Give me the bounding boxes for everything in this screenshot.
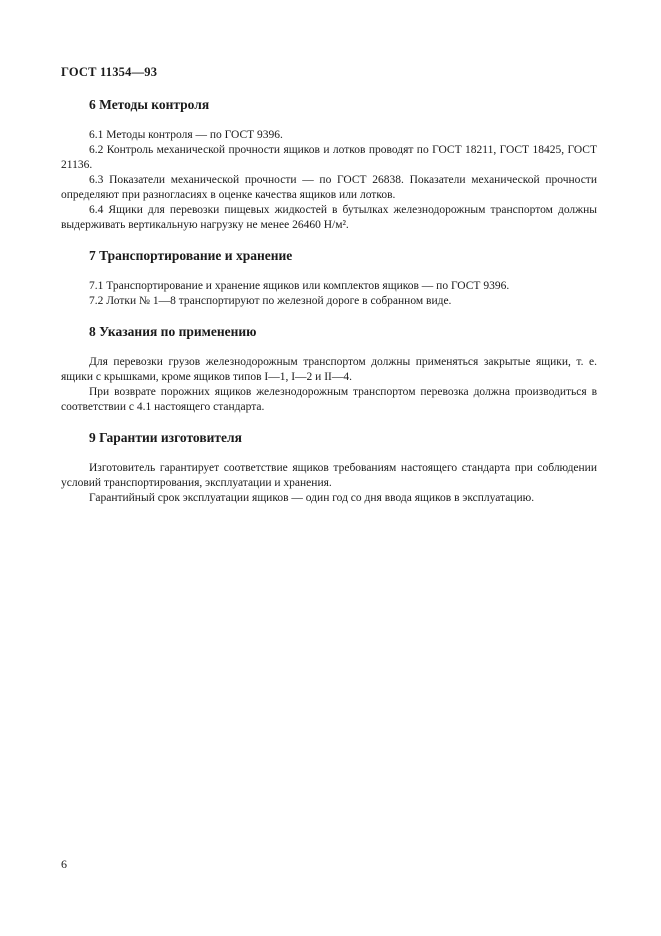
section-7 xyxy=(61,247,597,309)
paragraph: Гарантийный срок эксплуатации ящиков — один год со дня ввода ящиков в эксплуатацию. xyxy=(89,492,535,504)
section-title: 6 Методы контроля xyxy=(89,97,210,112)
document-header: ГОСТ 11354—93 xyxy=(61,65,158,79)
section-title: 8 Указания по применению xyxy=(89,324,257,339)
paragraph: Изготовитель гарантирует соответствие ящиков требованиям настоящего стандарта при соблюдении условий транспортирования, эксплуатации и хранения. xyxy=(61,462,597,489)
section-8 xyxy=(61,323,597,415)
section-9 xyxy=(61,429,597,506)
section-title: 7 Транспортирование и хранение xyxy=(89,248,293,263)
paragraph: При возврате порожних ящиков железнодорожным транспортом перевозка должна производиться в соответствии с 4.1 настоящего стандарта. xyxy=(61,386,597,413)
paragraph: Для перевозки грузов железнодорожным транспортом должны применяться закрытые ящики, т. е. ящики с крышками, кроме ящиков типов I—1, I—2 и II—4. xyxy=(61,356,597,383)
section-6 xyxy=(61,96,597,233)
paragraph: 6.2 Контроль механической прочности ящиков и лотков проводят по ГОСТ 18211, ГОСТ 18425, ГОСТ 21136. xyxy=(61,144,597,171)
paragraph: 6.1 Методы контроля — по ГОСТ 9396. xyxy=(89,129,283,141)
document-body xyxy=(61,96,597,520)
section-title: 9 Гарантии изготовителя xyxy=(89,430,242,445)
paragraph: 6.3 Показатели механической прочности — по ГОСТ 26838. Показатели механической прочности определяют при разногласиях в оценке качества ящиков или лотков. xyxy=(61,174,597,201)
paragraph: 7.2 Лотки № 1—8 транспортируют по железной дороге в собранном виде. xyxy=(89,295,452,307)
page-number: 6 xyxy=(61,857,67,871)
paragraph: 7.1 Транспортирование и хранение ящиков или комплектов ящиков — по ГОСТ 9396. xyxy=(89,280,510,292)
paragraph: 6.4 Ящики для перевозки пищевых жидкостей в бутылках железнодорожным транспортом должны выдерживать вертикальную нагрузку не менее 26460 Н/м². xyxy=(61,204,597,231)
